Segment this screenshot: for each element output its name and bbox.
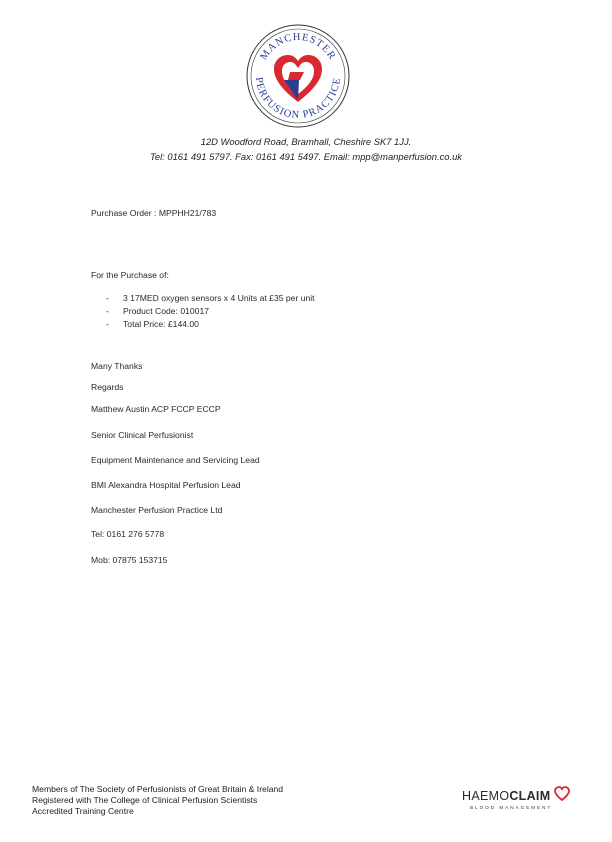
bullet-dash: - — [106, 293, 109, 303]
signatory-name: Matthew Austin ACP FCCP ECCP — [91, 404, 221, 414]
brand-part-1: HAEMO — [462, 789, 510, 803]
letterhead-address: 12D Woodford Road, Bramhall, Cheshire SK7 1JJ. — [200, 136, 412, 147]
purchase-order-number: Purchase Order : MPPHH21/783 — [91, 208, 217, 218]
haemoclaim-logo — [462, 785, 572, 815]
company-name: Manchester Perfusion Practice Ltd — [91, 505, 223, 515]
telephone: Tel: 0161 276 5778 — [91, 529, 165, 539]
signatory-title-1: Senior Clinical Perfusionist — [91, 430, 194, 440]
logo-bottom-text: PERFUSION PRACTICE — [252, 76, 344, 122]
haemoclaim-subtitle: BLOOD MANAGEMENT — [470, 805, 553, 810]
haemoclaim-wordmark — [462, 789, 550, 803]
footer-line-2: Registered with The College of Clinical Perfusion Scientists — [32, 795, 258, 805]
signatory-title-3: BMI Alexandra Hospital Perfusion Lead — [91, 480, 241, 490]
logo-top-text: MANCHESTER — [258, 31, 338, 63]
bullet-dash: - — [106, 306, 109, 316]
closing-thanks: Many Thanks — [91, 361, 143, 371]
closing-regards: Regards — [91, 382, 124, 392]
order-item-total-price: Total Price: £144.00 — [123, 319, 199, 329]
letterhead-contact: Tel: 0161 491 5797. Fax: 0161 491 5497. Email: mpp@manperfusion.co.uk — [150, 151, 462, 162]
for-purchase-heading: For the Purchase of: — [91, 270, 169, 280]
order-item-product-code: Product Code: 010017 — [123, 306, 210, 316]
order-item-description: 3 17MED oxygen sensors x 4 Units at £35 per unit — [123, 293, 315, 303]
footer-line-3: Accredited Training Centre — [32, 806, 134, 816]
svg-text:MANCHESTER — [258, 32, 337, 62]
bullet-dash: - — [106, 319, 109, 329]
manchester-perfusion-logo — [244, 22, 352, 130]
brand-part-2: CLAIM — [509, 789, 551, 803]
footer-line-1: Members of The Society of Perfusionists of Great Britain & Ireland — [32, 784, 284, 794]
signatory-title-2: Equipment Maintenance and Servicing Lead — [91, 455, 260, 465]
heart-icon — [554, 786, 570, 802]
mobile: Mob: 07875 153715 — [91, 555, 168, 565]
